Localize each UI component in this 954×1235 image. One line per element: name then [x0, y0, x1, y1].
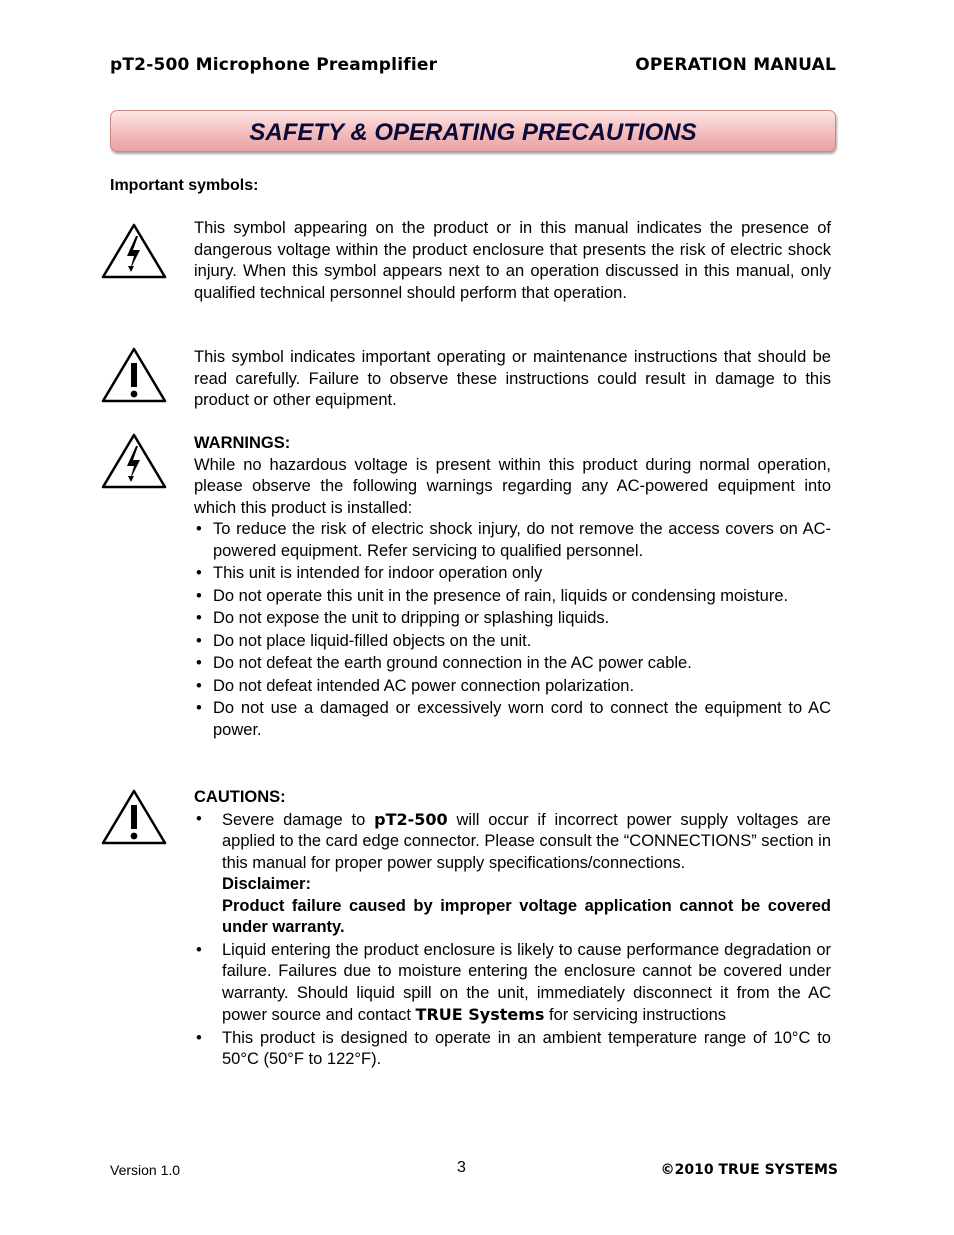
page-number: 3 [457, 1159, 466, 1176]
lightning-warning-icon [100, 432, 168, 492]
section-banner [110, 110, 836, 152]
list-item: • Do not defeat intended AC power connection polarization. [196, 676, 635, 695]
lightning-symbol-description: This symbol appearing on the product or in this manual indicates the presence of dangerous voltage within the product enclosure that presents the risk of electric shock injury. When this symbol appears next to an operation discussed in this manual, only qualified technical personnel should perform that operation. [194, 219, 831, 302]
warnings-heading: WARNINGS: [194, 434, 291, 452]
list-item: • To reduce the risk of electric shock injury, do not remove the access covers on AC-powered equipment. Refer servicing to qualified personnel. [196, 520, 831, 560]
exclamation-symbol-description: This symbol indicates important operating or maintenance instructions that should be read carefully. Failure to observe these instructions could result in damage to this product or other equipment. [194, 348, 831, 409]
list-item: • Do not place liquid-filled objects on the unit. [196, 631, 532, 650]
company-name: TRUE Systems [415, 1005, 545, 1024]
list-item: • Liquid entering the product enclosure is likely to cause performance degradation or failure. Failures due to moisture entering the enclosure cannot be covered under warranty. Should liquid spill on the unit, immediately disconnect it from the AC power source and contact TRUE Systems for servicing instructions [196, 940, 831, 1024]
disclaimer-text: Product failure caused by improper voltage application cannot be covered under warranty. [222, 896, 831, 936]
lightning-warning-icon [100, 222, 168, 282]
list-item: • Do not expose the unit to dripping or splashing liquids. [196, 609, 610, 627]
version-label: Version 1.0 [110, 1162, 181, 1178]
exclamation-warning-icon [100, 346, 168, 406]
list-item: • Severe damage to pT2-500 will occur if incorrect power supply voltages are applied to the card edge connector. Please consult the “CONNECTIONS” section in this manual for proper power supply specifications/connections. Disclaimer: Product failure caused by improper voltage application cannot be covered under warranty. [194, 809, 831, 939]
section-title: SAFETY & OPERATING PRECAUTIONS [249, 119, 697, 146]
warnings-intro: While no hazardous voltage is present within this product during normal operation, please observe the following warnings regarding any AC-powered equipment into which this product is installed: [194, 455, 831, 517]
list-item: • This product is designed to operate in an ambient temperature range of 10°C to 50°C (50°F to 122°F). [196, 1028, 831, 1068]
header-title: pT2-500 Microphone Preamplifier [110, 55, 438, 75]
list-item: • This unit is intended for indoor operation only [196, 564, 543, 582]
product-name: pT2-500 [374, 809, 448, 829]
cautions-section [194, 787, 831, 1071]
list-item: • Do not use a damaged or excessively worn cord to connect the equipment to AC power. [196, 699, 831, 739]
cautions-list [194, 809, 831, 1071]
copyright-label: ©2010 TRUE SYSTEMS [660, 1162, 838, 1178]
list-item: • Do not defeat the earth ground connection in the AC power cable. [196, 654, 692, 672]
disclaimer-label: Disclaimer: [222, 875, 311, 893]
exclamation-warning-icon [100, 788, 168, 848]
warnings-section [194, 433, 831, 741]
important-symbols-heading: Important symbols: [110, 177, 259, 194]
warnings-list [194, 519, 831, 741]
cautions-heading: CAUTIONS: [194, 788, 286, 806]
header-manual-label: OPERATION MANUAL [635, 55, 836, 75]
list-item: • Do not operate this unit in the presence of rain, liquids or condensing moisture. [196, 586, 789, 605]
